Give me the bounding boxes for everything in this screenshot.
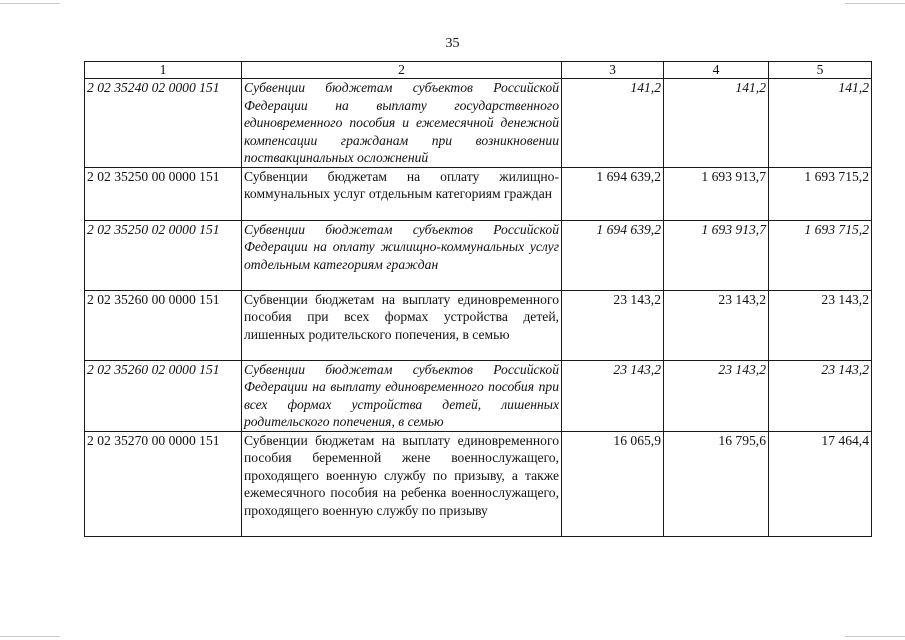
amount-cell-3: 23 143,2 <box>769 360 872 431</box>
amount-cell-1: 1 694 639,2 <box>562 220 664 290</box>
amount-cell-1: 23 143,2 <box>562 290 664 360</box>
amount-cell-1: 16 065,9 <box>562 431 664 536</box>
budget-code-cell: 2 02 35240 02 0000 151 <box>85 79 242 168</box>
budget-code-cell: 2 02 35250 00 0000 151 <box>85 167 242 220</box>
header-row <box>85 62 872 79</box>
amount-cell-3: 17 464,4 <box>769 431 872 536</box>
amount-cell-1: 1 694 639,2 <box>562 167 664 220</box>
budget-code-cell: 2 02 35260 02 0000 151 <box>85 360 242 431</box>
table-body <box>85 79 872 537</box>
amount-cell-2: 141,2 <box>664 79 769 168</box>
table-row <box>85 360 872 431</box>
amount-cell-1: 141,2 <box>562 79 664 168</box>
table-row <box>85 431 872 536</box>
budget-code-cell: 2 02 35260 00 0000 151 <box>85 290 242 360</box>
scan-edge-mark-bottom-right <box>845 636 905 637</box>
header-col-code: 1 <box>85 62 242 79</box>
amount-cell-2: 23 143,2 <box>664 360 769 431</box>
amount-cell-2: 23 143,2 <box>664 290 769 360</box>
table-row <box>85 290 872 360</box>
table-row <box>85 220 872 290</box>
description-cell: Субвенции бюджетам субъектов Российской Федерации на выплату единовременного пособия при всех формах устройства детей, лишенных родительского попечения, в семью <box>242 360 562 431</box>
page-number: 35 <box>445 36 460 51</box>
header-col-value-2: 4 <box>664 62 769 79</box>
budget-code-cell: 2 02 35270 00 0000 151 <box>85 431 242 536</box>
description-cell: Субвенции бюджетам на выплату единовременного пособия беременной жене военнослужащего, проходящего военную службу по призыву, а также ежемесячного пособия на ребенка военнослужащего, проходящего военную службу по призыву <box>242 431 562 536</box>
amount-cell-3: 23 143,2 <box>769 290 872 360</box>
scan-edge-mark-bottom-left <box>0 636 60 637</box>
description-cell: Субвенции бюджетам на выплату единовременного пособия при всех формах устройства детей, лишенных родительского попечения, в семью <box>242 290 562 360</box>
amount-cell-2: 16 795,6 <box>664 431 769 536</box>
description-cell: Субвенции бюджетам субъектов Российской Федерации на оплату жилищно-коммунальных услуг отдельным категориям граждан <box>242 220 562 290</box>
budget-code-cell: 2 02 35250 02 0000 151 <box>85 220 242 290</box>
amount-cell-2: 1 693 913,7 <box>664 220 769 290</box>
amount-cell-3: 1 693 715,2 <box>769 220 872 290</box>
table-row <box>85 167 872 220</box>
description-cell: Субвенции бюджетам субъектов Российской Федерации на выплату государственного единовременного пособия и ежемесячной денежной компенсации гражданам при возникновении поствакцинальных осложнений <box>242 79 562 168</box>
amount-cell-2: 1 693 913,7 <box>664 167 769 220</box>
header-col-value-1: 3 <box>562 62 664 79</box>
table-row <box>85 79 872 168</box>
amount-cell-3: 141,2 <box>769 79 872 168</box>
header-col-value-3: 5 <box>769 62 872 79</box>
header-col-description: 2 <box>242 62 562 79</box>
table-header <box>85 62 872 79</box>
scan-edge-mark-top-left <box>0 3 60 4</box>
description-cell: Субвенции бюджетам на оплату жилищно-коммунальных услуг отдельным категориям граждан <box>242 167 562 220</box>
amount-cell-1: 23 143,2 <box>562 360 664 431</box>
amount-cell-3: 1 693 715,2 <box>769 167 872 220</box>
scan-edge-mark-top-right <box>845 3 905 4</box>
budget-table <box>84 61 872 537</box>
